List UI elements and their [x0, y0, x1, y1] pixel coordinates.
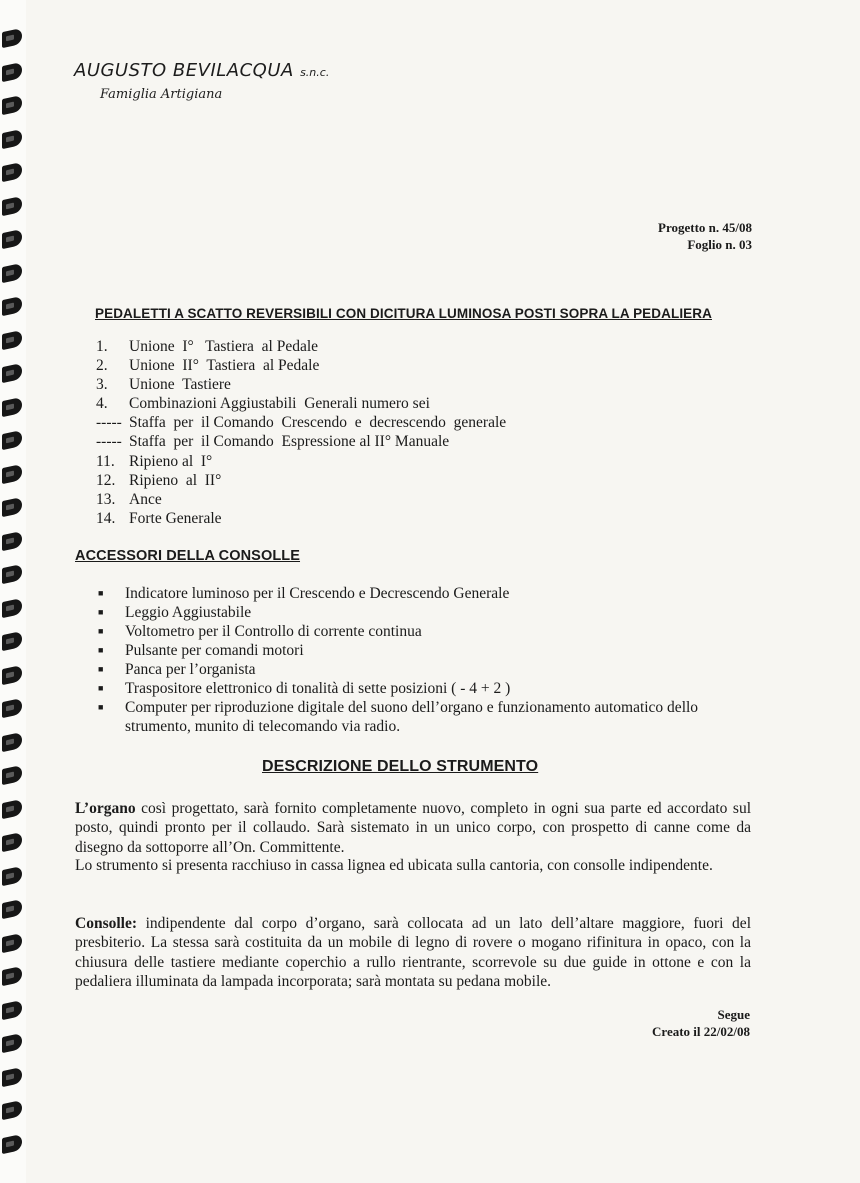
- list-item: [96, 452, 506, 471]
- bullet-icon: ■: [98, 626, 104, 636]
- list-item-number: 2.: [96, 357, 108, 375]
- project-number: Progetto n. 45/08: [658, 220, 752, 235]
- list-item-number: -----: [96, 433, 122, 451]
- sheet-number: Foglio n. 03: [687, 237, 752, 252]
- list-item-text: Staffa per il Comando Espressione al II° Manuale: [129, 433, 450, 451]
- binding-hole: [2, 765, 22, 785]
- binding-hole: [2, 999, 22, 1019]
- list-item: [96, 471, 506, 490]
- created-date: Creato il 22/02/08: [652, 1024, 750, 1039]
- continue-label: Segue: [717, 1007, 750, 1022]
- pedal-list: [96, 337, 506, 528]
- binding-hole: [2, 932, 22, 952]
- list-item: [98, 698, 748, 736]
- paragraph-console-lead: Consolle:: [75, 915, 137, 932]
- list-item-text: Staffa per il Comando Crescendo e decrescendo generale: [129, 414, 507, 432]
- list-item-number: 4.: [96, 395, 108, 413]
- binding-hole: [2, 966, 22, 986]
- binding-hole: [2, 463, 22, 483]
- binding-hole: [2, 28, 22, 48]
- list-item-number: 13.: [96, 490, 116, 508]
- document-reference: [658, 219, 752, 253]
- binding-hole: [2, 162, 22, 182]
- bullet-icon: ■: [98, 645, 104, 655]
- list-item: [96, 413, 506, 432]
- list-item: [98, 584, 748, 603]
- binding-hole: [2, 497, 22, 517]
- binding-hole: [2, 296, 22, 316]
- binding-hole: [2, 1133, 22, 1153]
- list-item-text: Combinazioni Aggiustabili Generali numero sei: [129, 395, 430, 413]
- list-item-number: 1.: [96, 338, 108, 355]
- list-item: [98, 603, 748, 622]
- bullet-icon: ■: [98, 664, 104, 674]
- binding-hole: [2, 865, 22, 885]
- section-title-accessories: ACCESSORI DELLA CONSOLLE: [75, 548, 301, 564]
- list-item: [96, 509, 506, 528]
- list-item: [96, 337, 506, 356]
- section-title-pedals: PEDALETTI A SCATTO REVERSIBILI CON DICITURA LUMINOSA POSTI SOPRA LA PEDALIERA: [95, 306, 712, 321]
- paragraph-organ: [75, 799, 751, 857]
- footer: [652, 1006, 750, 1040]
- binding-hole: [2, 195, 22, 215]
- list-item: [96, 375, 506, 394]
- binding-hole: [2, 363, 22, 383]
- list-item-text: Ance: [129, 490, 162, 508]
- bullet-icon: ■: [98, 588, 104, 598]
- binding-hole: [2, 664, 22, 684]
- list-item-text: Ripieno al II°: [129, 471, 222, 489]
- list-item-text: Pulsante per comandi motori: [125, 642, 304, 659]
- list-item: [96, 432, 506, 451]
- company-name-text: AUGUSTO BEVILACQUA: [74, 60, 294, 81]
- section-title-description: DESCRIZIONE DELLO STRUMENTO: [262, 758, 539, 775]
- paragraph-organ-lead: L’organo: [75, 800, 136, 817]
- binding-hole: [2, 329, 22, 349]
- list-item-number: 12.: [96, 471, 116, 489]
- list-item-text: Leggio Aggiustabile: [125, 604, 252, 621]
- list-item: [98, 660, 748, 679]
- binding-hole: [2, 262, 22, 282]
- ring-binding: [0, 0, 26, 1183]
- binding-hole: [2, 396, 22, 416]
- list-item-text: Indicatore luminoso per il Crescendo e Decrescendo Generale: [125, 585, 510, 602]
- paragraph-console: [75, 914, 751, 991]
- binding-hole: [2, 530, 22, 550]
- binding-hole: [2, 430, 22, 450]
- list-item-text: Unione I° Tastiera al Pedale: [129, 338, 319, 355]
- binding-hole: [2, 597, 22, 617]
- list-item-text: Voltometro per il Controllo di corrente continua: [125, 623, 422, 640]
- binding-hole: [2, 229, 22, 249]
- list-item: [96, 394, 506, 413]
- binding-hole: [2, 631, 22, 651]
- list-item: [96, 356, 506, 375]
- list-item-text: Panca per l’organista: [125, 661, 256, 678]
- binding-hole: [2, 1066, 22, 1086]
- company-tagline: Famiglia Artigiana: [100, 87, 223, 102]
- list-item: [98, 622, 748, 641]
- binding-hole: [2, 899, 22, 919]
- binding-hole: [2, 731, 22, 751]
- list-item-number: 14.: [96, 509, 116, 527]
- binding-hole: [2, 61, 22, 81]
- list-item-number: 11.: [96, 452, 115, 470]
- binding-hole: [2, 798, 22, 818]
- bullet-icon: ■: [98, 702, 104, 712]
- list-item-text: Forte Generale: [129, 509, 222, 527]
- bullet-icon: ■: [98, 607, 104, 617]
- binding-hole: [2, 1033, 22, 1053]
- company-suffix: s.n.c.: [300, 66, 330, 79]
- accessories-list: [98, 584, 748, 736]
- binding-hole: [2, 698, 22, 718]
- company-name: [74, 60, 329, 81]
- list-item-text: Traspositore elettronico di tonalità di sette posizioni ( - 4 + 2 ): [125, 680, 511, 697]
- list-item: [98, 679, 748, 698]
- list-item-text: Unione Tastiere: [129, 376, 231, 394]
- list-item-text: Unione II° Tastiera al Pedale: [129, 357, 320, 375]
- binding-hole: [2, 1100, 22, 1120]
- binding-hole: [2, 95, 22, 115]
- list-item-text: Computer per riproduzione digitale del suono dell’organo e funzionamento automatico dello strumento, munito di telecomando via radio.: [125, 699, 699, 735]
- list-item: [96, 490, 506, 509]
- list-item-number: 3.: [96, 376, 108, 394]
- list-item: [98, 641, 748, 660]
- paragraph-instrument: Lo strumento si presenta racchiuso in cassa lignea ed ubicata sulla cantoria, con consolle indipendente.: [75, 857, 713, 874]
- binding-hole: [2, 832, 22, 852]
- list-item-text: Ripieno al I°: [129, 452, 213, 470]
- paragraph-organ-text: così progettato, sarà fornito completamente nuovo, completo in ogni sua parte ed accordato sul posto, quindi pronto per il collaudo. Sarà sistemato in un unico corpo, con prospetto di canne come da disegno da sottoporre all’On. Committente.: [75, 800, 751, 856]
- binding-hole: [2, 564, 22, 584]
- list-item-number: -----: [96, 414, 122, 432]
- bullet-icon: ■: [98, 683, 104, 693]
- binding-hole: [2, 128, 22, 148]
- paragraph-console-text: indipendente dal corpo d’organo, sarà collocata ad un lato dell’altare maggiore, fuori del presbiterio. La stessa sarà costituita da un mobile di legno di rovere o mogano rifinitura in opaco, con la chiusura delle tastiere mediante coperchio a rullo rientrante, scorrevole su due guide in ottone e con la pedaliera illuminata da lampada incorporata; sarà montata su pedana mobile.: [75, 915, 751, 990]
